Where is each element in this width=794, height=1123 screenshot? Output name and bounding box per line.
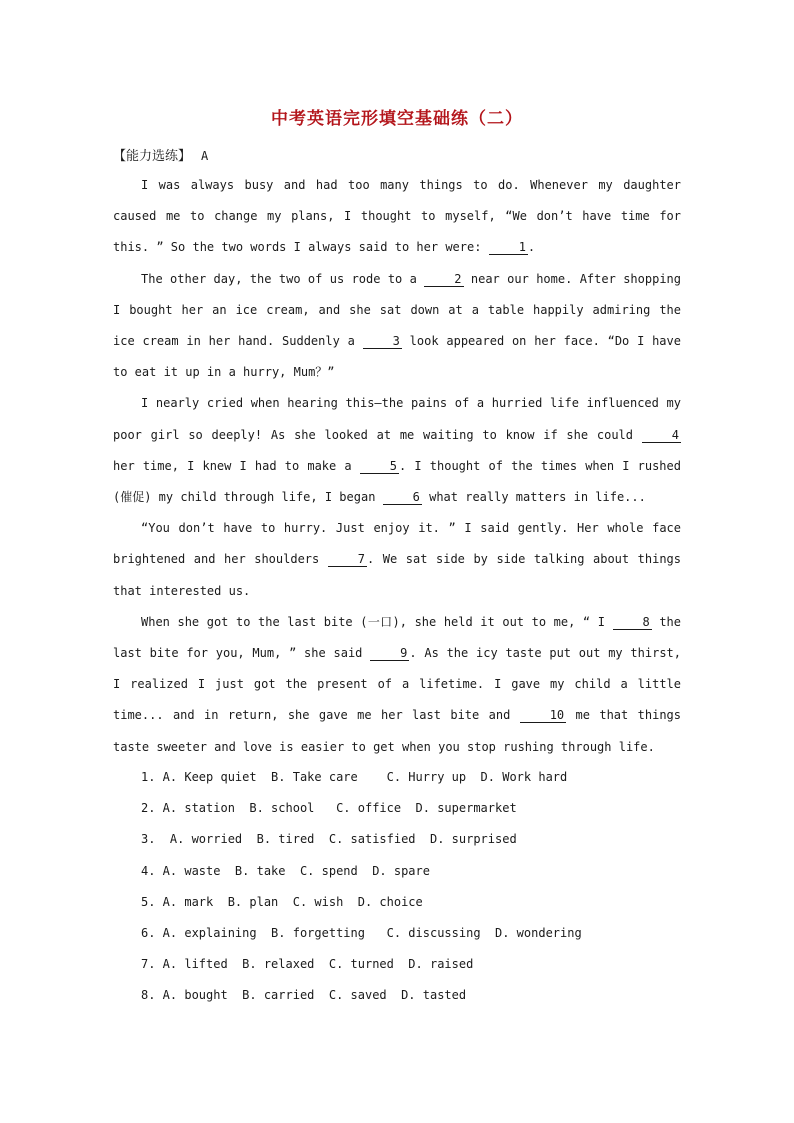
passage-paragraph-5: [113, 607, 681, 763]
passage-text: The other day, the two of us rode to a: [141, 271, 425, 286]
option-row-1: 1. A. Keep quiet B. Take care C. Hurry up D. Work hard: [141, 770, 568, 784]
option-row-5: 5. A. mark B. plan C. wish D. choice: [141, 894, 423, 909]
passage-text: .: [527, 240, 536, 255]
passage-text: look appeared on her face. “Do I have to eat it up in a hurry, Mum？”: [113, 334, 681, 380]
blank-6: 6: [383, 490, 422, 505]
passage-text: “You don’t have to hurry. Just enjoy it. ” I said gently. Her whole face brightened and her shoulders: [113, 521, 681, 567]
blank-10: 10: [520, 708, 566, 723]
option-row-7: 7. A. lifted B. relaxed C. turned D. raised: [141, 957, 474, 972]
option-row-8: 8. A. bought B. carried C. saved D. tasted: [141, 988, 467, 1003]
option-row-6: 6. A. explaining B. forgetting C. discussing D. wondering: [141, 926, 582, 941]
blank-4: 4: [642, 428, 681, 443]
passage-text: I was always busy and had too many things to do. Whenever my daughter caused me to change my plans, I thought to myself, “We don’t have time for this. ” So the two words I always said to her were:: [113, 178, 681, 255]
blank-1: 1: [489, 240, 528, 255]
passage-text: near our home. After shopping I bought her an ice cream, and she sat down at a table happily admiring the ice cream in her hand. Suddenly a: [113, 271, 681, 349]
passage-text: I nearly cried when hearing this—the pains of a hurried life influenced my poor girl so deeply! As she looked at me waiting to know if she could: [113, 396, 681, 442]
blank-3: 3: [363, 334, 402, 349]
section-label: [113, 145, 208, 164]
passage-letter: A: [201, 149, 209, 163]
cloze-passage: [113, 170, 681, 763]
passage-text: me that things taste sweeter and love is easier to get when you stop rushing through life.: [113, 708, 681, 754]
passage-text: what really matters in life...: [421, 490, 646, 505]
option-row-3: 3. A. worried B. tired C. satisfied D. surprised: [141, 832, 517, 847]
passage-paragraph-4: [113, 513, 681, 607]
blank-2: 2: [424, 272, 463, 287]
passage-text: . I thought of the times when I rushed (催促) my child through life, I began: [113, 458, 681, 505]
passage-text: . As the icy taste put out my thirst, I realized I just got the present of a lifetime. I gave my child a little time... and in return, she gave me her last bite and: [113, 646, 681, 723]
passage-paragraph-3: [113, 388, 681, 513]
passage-text: When she got to the last bite (一口), she held it out to me, “ I: [141, 614, 613, 629]
answer-options: [141, 762, 681, 1012]
option-row-2: 2. A. station B. school C. office D. supermarket: [141, 801, 517, 816]
blank-9: 9: [370, 646, 409, 661]
document-title: 中考英语完形填空基础练（二）: [271, 109, 523, 129]
blank-8: 8: [613, 615, 652, 630]
passage-paragraph-2: [113, 264, 681, 389]
passage-paragraph-1: [113, 170, 681, 264]
blank-5: 5: [360, 459, 399, 474]
blank-7: 7: [328, 552, 367, 567]
section-heading: 【能力选练】: [113, 149, 192, 164]
passage-text: her time, I knew I had to make a: [113, 458, 360, 473]
option-row-4: 4. A. waste B. take C. spend D. spare: [141, 863, 430, 878]
passage-text: the last bite for you, Mum, ” she said: [113, 614, 681, 661]
passage-text: . We sat side by side talking about things that interested us.: [113, 552, 682, 598]
